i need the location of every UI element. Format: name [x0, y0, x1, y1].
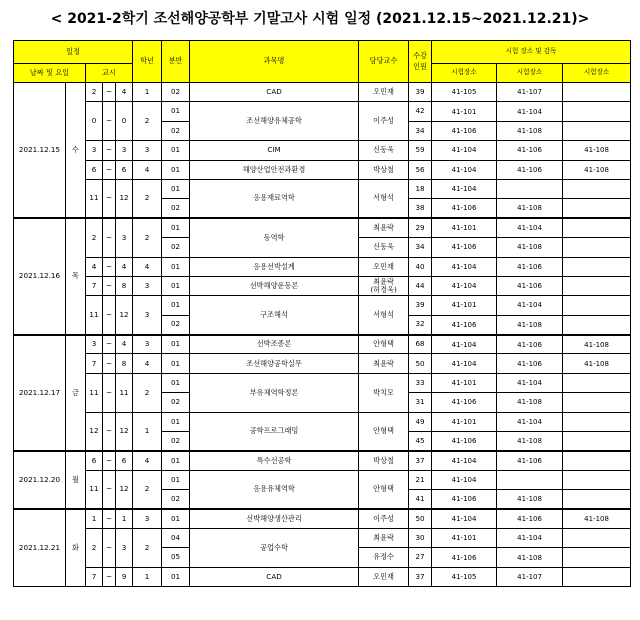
section-cell: 01 [162, 470, 190, 489]
period-start-cell: 0 [86, 102, 103, 141]
room1-cell: 41-101 [432, 218, 497, 237]
grade-header: 학년 [133, 41, 162, 83]
professor-cell: 박치모 [359, 373, 409, 412]
period-start-cell: 11 [86, 470, 103, 509]
course-name-cell: 선박해양운동론 [190, 276, 359, 295]
room3-cell [563, 548, 631, 567]
room3-cell [563, 276, 631, 295]
room1-cell: 41-104 [432, 141, 497, 160]
grade-cell: 1 [133, 83, 162, 102]
period-sep-cell: ~ [103, 296, 116, 335]
grade-cell: 2 [133, 528, 162, 567]
room1-cell: 41-104 [432, 160, 497, 179]
grade-cell: 4 [133, 257, 162, 276]
room1-cell: 41-104 [432, 257, 497, 276]
section-cell: 02 [162, 432, 190, 451]
period-end-cell: 1 [116, 509, 133, 528]
table-row [14, 179, 631, 198]
enrollment-cell: 49 [409, 412, 432, 431]
period-end-cell: 6 [116, 451, 133, 470]
course-name-cell: 선박해양생산관리 [190, 509, 359, 528]
professor-cell: 박상철 [359, 451, 409, 470]
section-cell: 01 [162, 373, 190, 392]
course-name-cell: 응용선박설계 [190, 257, 359, 276]
room3-cell: 41-108 [563, 509, 631, 528]
room3-cell [563, 296, 631, 315]
period-end-cell: 9 [116, 567, 133, 586]
room1-cell: 41-106 [432, 393, 497, 412]
table-row [14, 83, 631, 102]
section-cell: 01 [162, 276, 190, 295]
enrollment-cell: 37 [409, 451, 432, 470]
section-cell: 01 [162, 179, 190, 198]
period-sep-cell: ~ [103, 528, 116, 567]
table-row [14, 509, 631, 528]
course-name-cell: 응용재료역학 [190, 179, 359, 218]
table-row [14, 102, 631, 121]
table-row [14, 276, 631, 295]
course-header: 과목명 [190, 41, 359, 83]
room1-cell: 41-106 [432, 238, 497, 257]
section-cell: 01 [162, 451, 190, 470]
room1-cell: 41-105 [432, 567, 497, 586]
room1-cell: 41-106 [432, 548, 497, 567]
room1-cell: 41-104 [432, 354, 497, 373]
period-sep-cell: ~ [103, 83, 116, 102]
period-end-cell: 12 [116, 179, 133, 218]
room1-cell: 41-104 [432, 335, 497, 354]
period-end-cell: 3 [116, 528, 133, 567]
grade-cell: 3 [133, 276, 162, 295]
room2-cell: 41-108 [497, 490, 563, 509]
room3-cell [563, 238, 631, 257]
grade-cell: 2 [133, 470, 162, 509]
course-name-cell: 공학프로그래밍 [190, 412, 359, 451]
room2-cell: 41-104 [497, 102, 563, 121]
enrollment-cell: 27 [409, 548, 432, 567]
date-cell: 2021.12.21 [14, 509, 66, 587]
course-name-cell: 동역학 [190, 218, 359, 257]
room3-header: 시험장소 [563, 64, 631, 83]
day-cell: 화 [66, 509, 86, 587]
period-end-cell: 4 [116, 335, 133, 354]
room2-cell: 41-106 [497, 354, 563, 373]
room1-cell: 41-104 [432, 179, 497, 198]
course-name-cell: 응용유체역학 [190, 470, 359, 509]
section-cell: 01 [162, 509, 190, 528]
professor-cell: 이주성 [359, 509, 409, 528]
grade-cell: 1 [133, 412, 162, 451]
table-row [14, 141, 631, 160]
grade-cell: 2 [133, 179, 162, 218]
room1-cell: 41-106 [432, 199, 497, 218]
period-end-cell: 8 [116, 276, 133, 295]
period-end-cell: 12 [116, 470, 133, 509]
room3-cell [563, 102, 631, 121]
section-cell: 02 [162, 490, 190, 509]
period-sep-cell: ~ [103, 567, 116, 586]
room1-header: 시험장소 [432, 64, 497, 83]
period-start-cell: 7 [86, 567, 103, 586]
room1-cell: 41-101 [432, 102, 497, 121]
section-cell: 01 [162, 296, 190, 315]
enrollment-cell: 38 [409, 199, 432, 218]
section-cell: 02 [162, 83, 190, 102]
grade-cell: 4 [133, 451, 162, 470]
table-row [14, 354, 631, 373]
period-start-cell: 6 [86, 451, 103, 470]
room3-cell [563, 412, 631, 431]
course-name-cell: CIM [190, 141, 359, 160]
room3-cell [563, 432, 631, 451]
course-name-cell: CAD [190, 83, 359, 102]
professor-cell: 신동욱 [359, 141, 409, 160]
room3-cell [563, 218, 631, 237]
room3-cell [563, 121, 631, 140]
period-start-cell: 11 [86, 296, 103, 335]
room1-cell: 41-101 [432, 373, 497, 392]
period-start-cell: 12 [86, 412, 103, 451]
enrollment-cell: 29 [409, 218, 432, 237]
room2-header: 시험장소 [497, 64, 563, 83]
section-cell: 01 [162, 102, 190, 121]
table-row [14, 335, 631, 354]
course-name-cell: 부유체역학정론 [190, 373, 359, 412]
enrollment-cell: 37 [409, 567, 432, 586]
room1-cell: 41-101 [432, 528, 497, 547]
room2-cell: 41-108 [497, 315, 563, 334]
enrollment-cell: 45 [409, 432, 432, 451]
grade-cell: 1 [133, 567, 162, 586]
room3-cell [563, 451, 631, 470]
section-cell: 01 [162, 141, 190, 160]
enrollment-cell: 39 [409, 296, 432, 315]
period-sep-cell: ~ [103, 102, 116, 141]
day-cell: 목 [66, 218, 86, 334]
schedule-header: 일정 [14, 41, 133, 64]
professor-cell: 이주성 [359, 102, 409, 141]
period-end-cell: 12 [116, 412, 133, 451]
course-name-cell: 조선해양유체공학 [190, 102, 359, 141]
section-cell: 01 [162, 257, 190, 276]
enrollment-cell: 34 [409, 121, 432, 140]
page-title: < 2021-2학기 조선해양공학부 기말고사 시험 일정 (2021.12.15~2021.12.21)> [50, 11, 590, 27]
room2-cell: 41-108 [497, 548, 563, 567]
professor-cell [359, 276, 409, 295]
period-start-cell: 2 [86, 218, 103, 257]
enrollment-cell: 18 [409, 179, 432, 198]
enrollment-cell: 59 [409, 141, 432, 160]
enrollment-header-line2: 인원 [413, 61, 427, 71]
grade-cell: 4 [133, 160, 162, 179]
room2-cell: 41-108 [497, 393, 563, 412]
enrollment-header-line1: 수강 [413, 51, 427, 61]
period-sep-cell: ~ [103, 160, 116, 179]
room2-cell: 41-106 [497, 141, 563, 160]
enrollment-cell: 33 [409, 373, 432, 392]
professor-co-name: (허경욱) [370, 285, 397, 295]
room2-cell: 41-106 [497, 509, 563, 528]
course-name-cell: 조선해양공학실무 [190, 354, 359, 373]
period-end-cell: 4 [116, 83, 133, 102]
room2-cell [497, 179, 563, 198]
room3-cell [563, 199, 631, 218]
room2-cell: 41-108 [497, 199, 563, 218]
room1-cell: 41-106 [432, 121, 497, 140]
room2-cell: 41-104 [497, 373, 563, 392]
section-cell: 01 [162, 160, 190, 179]
room3-cell [563, 490, 631, 509]
professor-cell: 안형택 [359, 412, 409, 451]
period-sep-cell: ~ [103, 257, 116, 276]
room2-cell: 41-108 [497, 238, 563, 257]
room3-cell [563, 373, 631, 392]
enrollment-cell: 30 [409, 528, 432, 547]
table-row [14, 218, 631, 237]
enrollment-cell: 34 [409, 238, 432, 257]
grade-cell: 2 [133, 373, 162, 412]
table-row [14, 373, 631, 392]
professor-cell: 유정수 [359, 548, 409, 567]
room3-cell [563, 315, 631, 334]
professor-header: 담당교수 [359, 41, 409, 83]
grade-cell: 4 [133, 354, 162, 373]
professor-cell: 신동욱 [359, 238, 409, 257]
room2-cell: 41-108 [497, 432, 563, 451]
professor-cell: 오민재 [359, 257, 409, 276]
grade-cell: 2 [133, 102, 162, 141]
enrollment-cell: 31 [409, 393, 432, 412]
table-row [14, 296, 631, 315]
room3-cell: 41-108 [563, 335, 631, 354]
day-cell: 수 [66, 83, 86, 219]
period-start-cell: 7 [86, 276, 103, 295]
period-end-cell: 6 [116, 160, 133, 179]
section-cell: 01 [162, 567, 190, 586]
grade-cell: 3 [133, 509, 162, 528]
room2-cell: 41-106 [497, 451, 563, 470]
room1-cell: 41-104 [432, 451, 497, 470]
course-name-cell: 선박조종론 [190, 335, 359, 354]
section-cell: 01 [162, 354, 190, 373]
period-start-cell: 11 [86, 373, 103, 412]
period-sep-cell: ~ [103, 412, 116, 451]
period-end-cell: 3 [116, 141, 133, 160]
room1-cell: 41-101 [432, 296, 497, 315]
enrollment-cell: 42 [409, 102, 432, 121]
professor-cell: 박상철 [359, 160, 409, 179]
period-sep-cell: ~ [103, 509, 116, 528]
period-sep-cell: ~ [103, 335, 116, 354]
room2-cell: 41-104 [497, 528, 563, 547]
grade-cell: 3 [133, 141, 162, 160]
room2-cell: 41-104 [497, 412, 563, 431]
period-start-cell: 2 [86, 528, 103, 567]
enrollment-cell: 50 [409, 509, 432, 528]
room2-cell: 41-108 [497, 121, 563, 140]
room1-cell: 41-106 [432, 490, 497, 509]
section-cell: 04 [162, 528, 190, 547]
period-end-cell: 4 [116, 257, 133, 276]
period-sep-cell: ~ [103, 141, 116, 160]
room3-cell [563, 528, 631, 547]
period-start-cell: 6 [86, 160, 103, 179]
room2-cell: 41-104 [497, 296, 563, 315]
period-start-cell: 3 [86, 335, 103, 354]
date-day-header: 날짜 및 요일 [14, 64, 86, 83]
section-header: 분반 [162, 41, 190, 83]
table-row [14, 257, 631, 276]
period-sep-cell: ~ [103, 373, 116, 412]
enrollment-cell: 32 [409, 315, 432, 334]
rooms-header: 시험 장소 및 감독 [432, 41, 631, 64]
period-header: 교시 [86, 64, 133, 83]
section-cell: 01 [162, 218, 190, 237]
header-row-1 [14, 41, 631, 64]
room2-cell: 41-104 [497, 218, 563, 237]
room3-cell: 41-108 [563, 160, 631, 179]
room3-cell [563, 257, 631, 276]
table-row [14, 528, 631, 547]
date-cell: 2021.12.20 [14, 451, 66, 509]
room3-cell: 41-108 [563, 141, 631, 160]
enrollment-cell: 44 [409, 276, 432, 295]
day-cell: 월 [66, 451, 86, 509]
course-name-cell: 해양산업안전과환경 [190, 160, 359, 179]
room3-cell: 41-108 [563, 354, 631, 373]
date-cell: 2021.12.16 [14, 218, 66, 334]
room3-cell [563, 83, 631, 102]
period-sep-cell: ~ [103, 451, 116, 470]
period-end-cell: 8 [116, 354, 133, 373]
section-cell: 02 [162, 315, 190, 334]
professor-cell: 최윤락 [359, 218, 409, 237]
table-row [14, 567, 631, 586]
room3-cell [563, 179, 631, 198]
professor-cell: 서형석 [359, 296, 409, 335]
period-sep-cell: ~ [103, 179, 116, 218]
day-cell: 금 [66, 335, 86, 451]
professor-cell: 최윤락 [359, 528, 409, 547]
period-start-cell: 11 [86, 179, 103, 218]
period-end-cell: 11 [116, 373, 133, 412]
professor-cell: 안형택 [359, 335, 409, 354]
period-start-cell: 4 [86, 257, 103, 276]
date-cell: 2021.12.15 [14, 83, 66, 219]
grade-cell: 2 [133, 218, 162, 257]
professor-cell: 서형석 [359, 179, 409, 218]
professor-cell: 오민재 [359, 83, 409, 102]
professor-cell: 안형택 [359, 470, 409, 509]
enrollment-cell: 68 [409, 335, 432, 354]
course-name-cell: 특수선공학 [190, 451, 359, 470]
room2-cell: 41-106 [497, 276, 563, 295]
enrollment-cell: 21 [409, 470, 432, 489]
room1-cell: 41-104 [432, 276, 497, 295]
professor-cell: 오민재 [359, 567, 409, 586]
room2-cell: 41-106 [497, 257, 563, 276]
period-sep-cell: ~ [103, 218, 116, 257]
exam-schedule-table [13, 40, 631, 587]
room2-cell: 41-107 [497, 567, 563, 586]
enrollment-cell: 41 [409, 490, 432, 509]
section-cell: 02 [162, 199, 190, 218]
room2-cell: 41-107 [497, 83, 563, 102]
period-end-cell: 0 [116, 102, 133, 141]
professor-cell: 최윤락 [359, 354, 409, 373]
room1-cell: 41-105 [432, 83, 497, 102]
period-start-cell: 1 [86, 509, 103, 528]
enrollment-cell: 39 [409, 83, 432, 102]
period-start-cell: 7 [86, 354, 103, 373]
table-row [14, 451, 631, 470]
room1-cell: 41-101 [432, 412, 497, 431]
date-cell: 2021.12.17 [14, 335, 66, 451]
room2-cell [497, 470, 563, 489]
room1-cell: 41-106 [432, 315, 497, 334]
room3-cell [563, 567, 631, 586]
enrollment-header [409, 41, 432, 83]
enrollment-cell: 56 [409, 160, 432, 179]
period-start-cell: 2 [86, 83, 103, 102]
period-sep-cell: ~ [103, 354, 116, 373]
room2-cell: 41-106 [497, 335, 563, 354]
table-row [14, 470, 631, 489]
period-sep-cell: ~ [103, 470, 116, 509]
section-cell: 02 [162, 121, 190, 140]
enrollment-cell: 50 [409, 354, 432, 373]
room3-cell [563, 470, 631, 489]
period-end-cell: 3 [116, 218, 133, 257]
course-name-cell: 공업수학 [190, 528, 359, 567]
period-end-cell: 12 [116, 296, 133, 335]
section-cell: 02 [162, 238, 190, 257]
room1-cell: 41-104 [432, 509, 497, 528]
grade-cell: 3 [133, 335, 162, 354]
table-row [14, 412, 631, 431]
room1-cell: 41-104 [432, 470, 497, 489]
course-name-cell: 구조해석 [190, 296, 359, 335]
period-sep-cell: ~ [103, 276, 116, 295]
section-cell: 01 [162, 335, 190, 354]
course-name-cell: CAD [190, 567, 359, 586]
enrollment-cell: 40 [409, 257, 432, 276]
professor-name: 최윤락 [373, 276, 394, 286]
section-cell: 05 [162, 548, 190, 567]
room2-cell: 41-106 [497, 160, 563, 179]
room3-cell [563, 393, 631, 412]
room1-cell: 41-106 [432, 432, 497, 451]
period-start-cell: 3 [86, 141, 103, 160]
table-row [14, 160, 631, 179]
section-cell: 02 [162, 393, 190, 412]
section-cell: 01 [162, 412, 190, 431]
grade-cell: 3 [133, 296, 162, 335]
